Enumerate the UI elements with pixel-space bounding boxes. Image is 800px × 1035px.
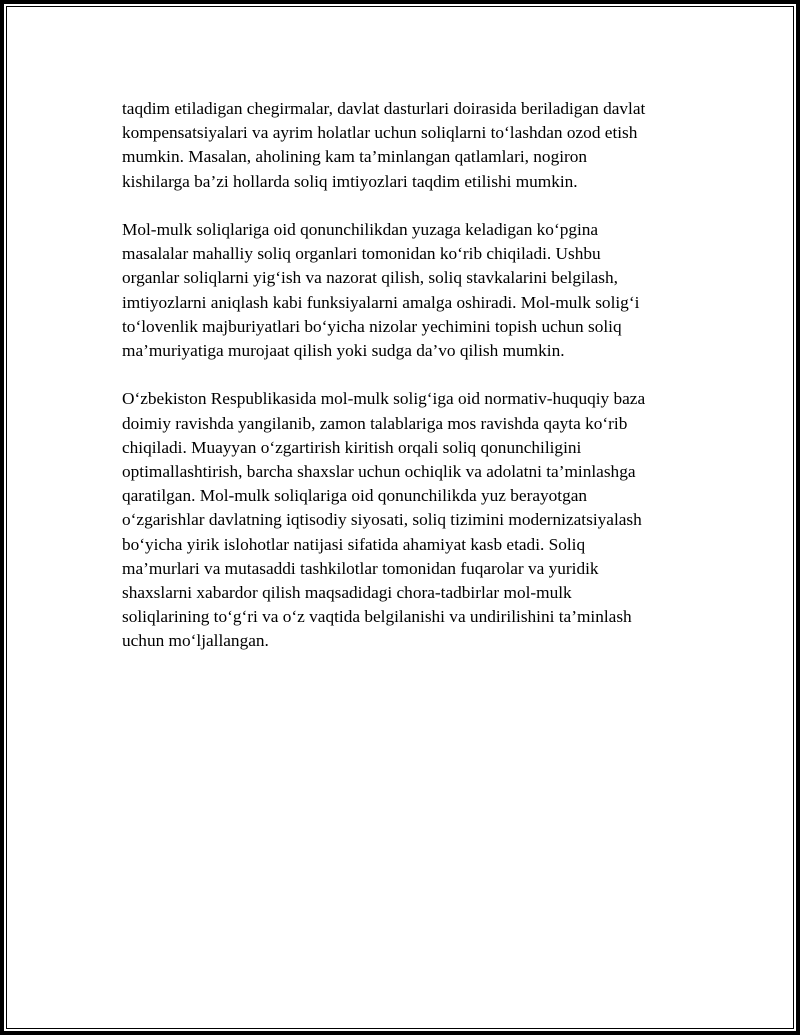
text-line: shaxslarni xabardor qilish maqsadidagi chora-tadbirlar mol-mulk [122, 583, 572, 603]
text-line: mumkin. Masalan, aholining kam ta’minlangan qatlamlari, nogiron [122, 147, 588, 167]
text-line: soliqlarining to‘g‘ri va o‘z vaqtida belgilanishi va undirilishini ta’minlash [122, 607, 632, 627]
text-line: ma’murlari va mutasaddi tashkilotlar tomonidan fuqarolar va yuridik [122, 558, 599, 578]
text-line: Mol-mulk soliqlariga oid qonunchilikdan yuzaga keladigan ko‘pgina [122, 220, 599, 239]
paragraph-2 [122, 218, 688, 363]
text-line: to‘lovenlik majburiyatlari bo‘yicha nizolar yechimini topish uchun soliq [122, 316, 622, 336]
text-line: O‘zbekiston Respublikasida mol-mulk solig‘iga oid normativ-huquqiy baza [122, 389, 646, 409]
text-line: taqdim etiladigan chegirmalar, davlat dasturlari doirasida beriladigan davlat [122, 99, 646, 118]
paragraph-1 [122, 97, 688, 194]
text-line: imtiyozlarni aniqlash kabi funksiyalarni amalga oshiradi. Mol-mulk solig‘i [122, 292, 640, 312]
text-line: chiqiladi. Muayyan o‘zgartirish kiritish orqali soliq qonunchiligini [122, 437, 582, 457]
text-line: organlar soliqlarni yig‘ish va nazorat qilish, soliq stavkalarini belgilash, [122, 268, 618, 288]
text-line: masalalar mahalliy soliq organlari tomonidan ko‘rib chiqiladi. Ushbu [122, 244, 601, 264]
text-line: doimiy ravishda yangilanib, zamon talablariga mos ravishda qayta ko‘rib [122, 413, 628, 433]
text-line: uchun mo‘ljallangan. [122, 631, 269, 651]
text-line: ma’muriyatiga murojaat qilish yoki sudga da’vo qilish mumkin. [122, 341, 565, 361]
text-line: bo‘yicha yirik islohotlar natijasi sifatida ahamiyat kasb etadi. Soliq [122, 534, 586, 554]
text-line: o‘zgarishlar davlatning iqtisodiy siyosati, soliq tizimini modernizatsiyalash [122, 510, 642, 530]
paragraph-3 [122, 387, 688, 653]
text-line: kompensatsiyalari va ayrim holatlar uchun soliqlarni to‘lashdan ozod etish [122, 123, 638, 143]
document-body [122, 97, 688, 654]
text-line: optimallashtirish, barcha shaxslar uchun ochiqlik va adolatni ta’minlashga [122, 462, 636, 482]
text-line: kishilarga ba’zi hollarda soliq imtiyozlari taqdim etilishi mumkin. [122, 171, 578, 191]
text-line: qaratilgan. Mol-mulk soliqlariga oid qonunchilikda yuz berayotgan [122, 486, 588, 506]
